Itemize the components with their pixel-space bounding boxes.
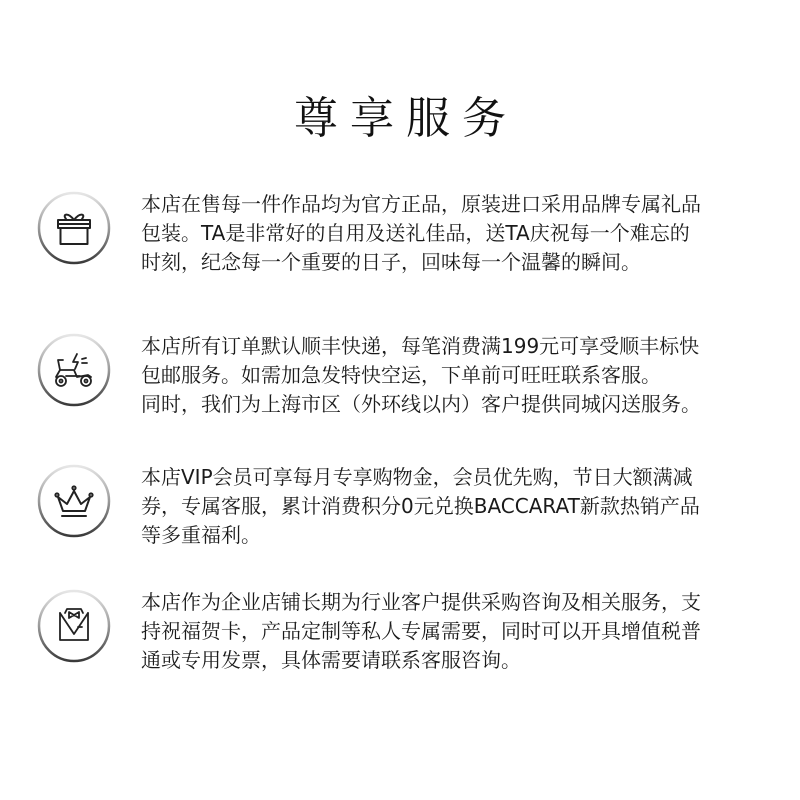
- service-item-vip-membership: [36, 463, 766, 563]
- service-description: 本店在售每一件作品均为官方正品，原装进口采用品牌专属礼品 包装。TA是非常好的自用及送礼佳品，送TA庆祝每一个难忘的 时刻，纪念每一个重要的日子，回味每一个温馨的瞬间。: [141, 192, 701, 274]
- gift-icon: [36, 190, 112, 266]
- page-title: 尊享服务: [294, 93, 518, 145]
- service-description: 本店VIP会员可享每月专享购物金，会员优先购，节日大额满减 券，专属客服，累计消费积分0元兑换BACCARAT新款热销产品 等多重福利。: [141, 465, 700, 547]
- crown-icon: [36, 463, 112, 539]
- delivery-scooter-icon: [36, 332, 112, 408]
- service-item-express-delivery: [36, 332, 766, 432]
- service-item-corporate-service: [36, 588, 766, 688]
- business-suit-icon: [36, 588, 112, 664]
- service-item-gift-packaging: [36, 190, 766, 290]
- service-description: 本店所有订单默认顺丰快递，每笔消费满199元可享受顺丰标快 包邮服务。如需加急发特快空运，下单前可旺旺联系客服。 同时，我们为上海市区（外环线以内）客户提供同城闪送服务。: [141, 334, 701, 416]
- service-description: 本店作为企业店铺长期为行业客户提供采购咨询及相关服务，支 持祝福贺卡，产品定制等私人专属需要，同时可以开具增值税普 通或专用发票，具体需要请联系客服咨询。: [141, 590, 701, 672]
